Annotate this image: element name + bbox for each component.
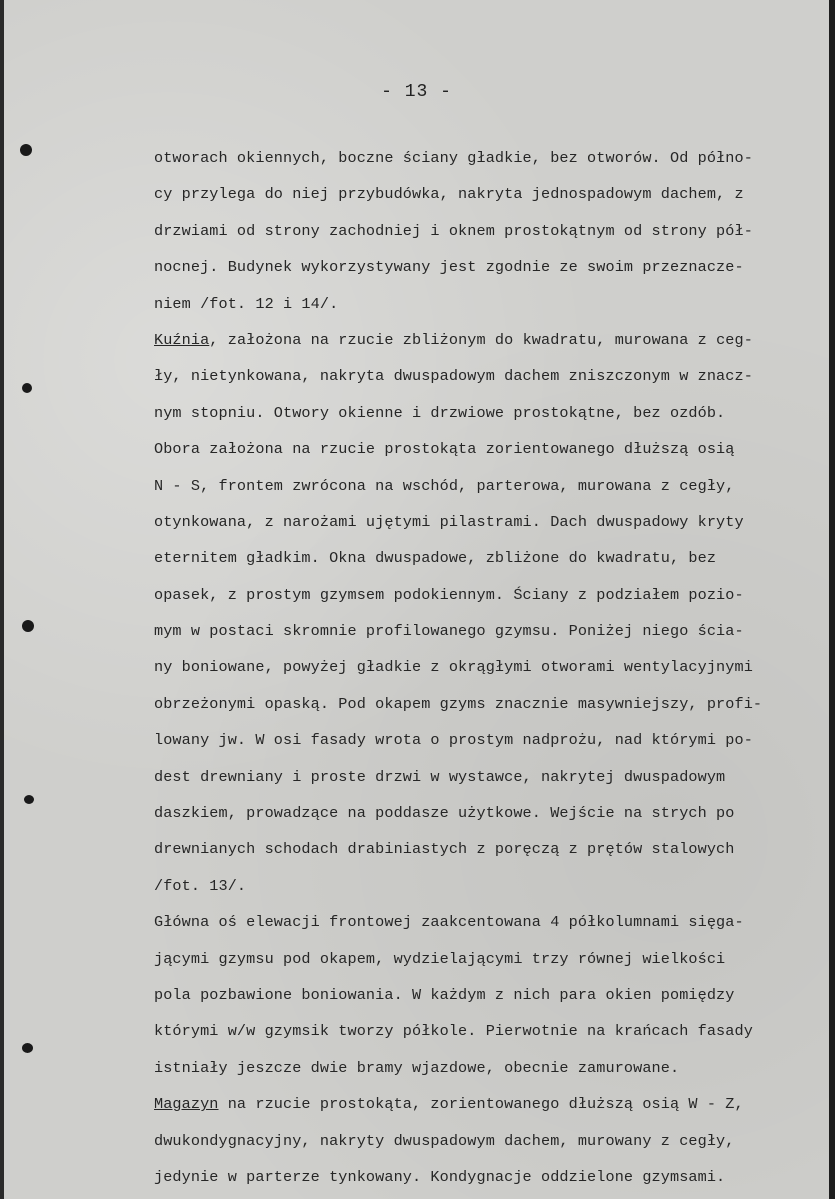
text-line	[154, 358, 824, 394]
text-segment: ły, nietynkowana, nakryta dwuspadowym dachem zniszczonym w znacz-	[154, 367, 753, 386]
text-segment: , założona na rzucie zbliżonym do kwadratu, murowana z ceg-	[209, 330, 753, 349]
text-line	[154, 759, 824, 795]
text-line	[154, 395, 824, 431]
text-line	[154, 868, 824, 904]
text-segment: obrzeżonymi opaską. Pod okapem gzyms znacznie masywniejszy, profi-	[154, 694, 763, 713]
text-line	[154, 1086, 824, 1122]
text-line	[154, 286, 824, 322]
text-line	[154, 904, 824, 940]
text-segment: istniały jeszcze dwie bramy wjazdowe, obecnie zamurowane.	[154, 1058, 680, 1077]
text-line	[154, 1123, 824, 1159]
text-segment: /fot. 13/.	[154, 876, 247, 895]
text-segment: jedynie w parterze tynkowany. Kondygnacje oddzielone gzymsami.	[154, 1167, 726, 1186]
text-segment: na rzucie prostokąta, zorientowanego dłuższą osią W - Z,	[218, 1095, 744, 1114]
text-line	[154, 613, 824, 649]
text-line	[154, 795, 824, 831]
text-segment: pola pozbawione boniowania. W każdym z nich para okien pomiędzy	[154, 985, 735, 1004]
text-segment: lowany jw. W osi fasady wrota o prostym nadprożu, nad którymi po-	[154, 731, 753, 750]
document-body	[154, 140, 824, 1195]
text-line	[154, 468, 824, 504]
text-segment: opasek, z prostym gzymsem podokiennym. Ściany z podziałem pozio-	[154, 585, 744, 604]
text-segment: drewnianych schodach drabiniastych z poręczą z prętów stalowych	[154, 840, 735, 859]
text-segment: cy przylega do niej przybudówka, nakryta jednospadowym dachem, z	[154, 185, 744, 204]
text-line	[154, 577, 824, 613]
text-line	[154, 1013, 824, 1049]
text-line	[154, 977, 824, 1013]
text-line	[154, 431, 824, 467]
text-segment: ny boniowane, powyżej gładkie z okrągłymi otworami wentylacyjnymi	[154, 658, 753, 677]
text-line	[154, 831, 824, 867]
text-segment: Obora założona na rzucie prostokąta zorientowanego dłuższą osią	[154, 440, 735, 459]
text-segment: dest drewniany i proste drzwi w wystawce, nakrytej dwuspadowym	[154, 767, 726, 786]
punch-hole-1	[20, 144, 32, 156]
document-page	[4, 0, 829, 1199]
punch-hole-2	[22, 383, 32, 393]
text-segment: niem /fot. 12 i 14/.	[154, 294, 339, 313]
text-segment: mym w postaci skromnie profilowanego gzymsu. Poniżej niego ścia-	[154, 622, 744, 641]
text-segment: daszkiem, prowadzące na poddasze użytkowe. Wejście na strych po	[154, 804, 735, 823]
underlined-heading: Magazyn	[154, 1095, 219, 1114]
text-line	[154, 722, 824, 758]
text-segment: Główna oś elewacji frontowej zaakcentowana 4 półkolumnami sięga-	[154, 913, 744, 932]
text-line	[154, 686, 824, 722]
punch-hole-5	[22, 1043, 33, 1053]
text-line	[154, 140, 824, 176]
text-segment: nym stopniu. Otwory okienne i drzwiowe prostokątne, bez ozdób.	[154, 403, 726, 422]
text-line	[154, 649, 824, 685]
text-segment: otynkowana, z narożami ujętymi pilastrami. Dach dwuspadowy kryty	[154, 512, 744, 531]
text-line	[154, 176, 824, 212]
text-segment: N - S, frontem zwrócona na wschód, parterowa, murowana z cegły,	[154, 476, 735, 495]
text-line	[154, 1050, 824, 1086]
text-segment: drzwiami od strony zachodniej i oknem prostokątnym od strony pół-	[154, 221, 753, 240]
punch-hole-4	[24, 795, 34, 804]
scan-border	[829, 0, 835, 1199]
text-line	[154, 249, 824, 285]
text-line	[154, 1159, 824, 1195]
text-line	[154, 941, 824, 977]
text-segment: eternitem gładkim. Okna dwuspadowe, zbliżone do kwadratu, bez	[154, 549, 717, 568]
text-line	[154, 540, 824, 576]
text-segment: nocnej. Budynek wykorzystywany jest zgodnie ze swoim przeznacze-	[154, 258, 744, 277]
text-segment: którymi w/w gzymsik tworzy półkole. Pierwotnie na krańcach fasady	[154, 1022, 753, 1041]
text-line	[154, 504, 824, 540]
text-segment: jącymi gzymsu pod okapem, wydzielającymi trzy równej wielkości	[154, 949, 726, 968]
page-number: - 13 -	[381, 82, 452, 102]
punch-hole-3	[22, 620, 34, 632]
underlined-heading: Kuźnia	[154, 330, 210, 349]
text-line	[154, 322, 824, 358]
text-line	[154, 213, 824, 249]
text-segment: dwukondygnacyjny, nakryty dwuspadowym dachem, murowany z cegły,	[154, 1131, 735, 1150]
text-segment: otworach okiennych, boczne ściany gładkie, bez otworów. Od półno-	[154, 149, 753, 167]
